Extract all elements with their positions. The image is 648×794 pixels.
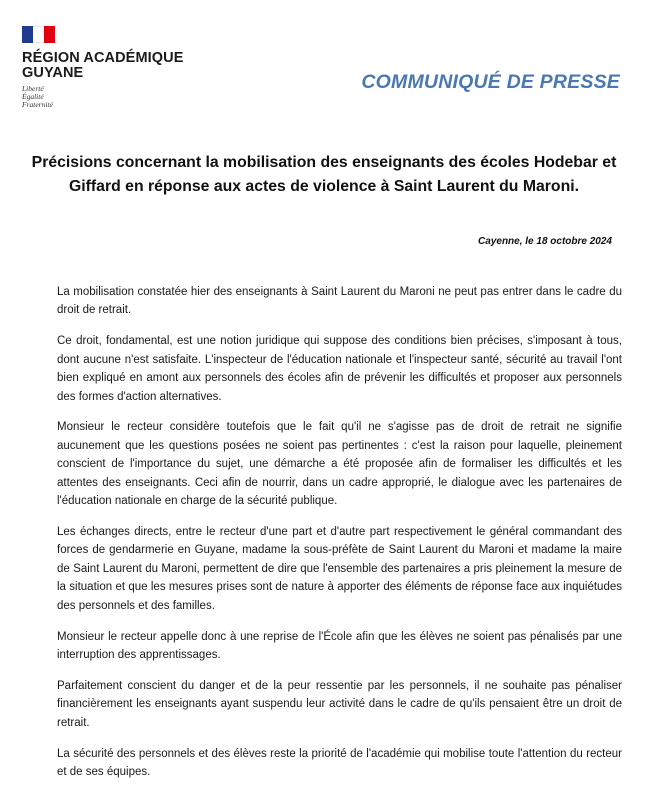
- motto-liberte: Liberté: [22, 84, 44, 93]
- flag-red-stripe: [44, 26, 55, 43]
- headline: Précisions concernant la mobilisation des enseignants des écoles Hodebar et Giffard en réponse aux actes de violence à Saint Laurent du Maroni.: [31, 154, 617, 195]
- org-name-line-2: GUYANE: [22, 65, 84, 81]
- paragraph: Ce droit, fondamental, est une notion juridique qui suppose des conditions bien précises, s'imposant à tous, dont aucune n'est satisfaite. L'inspecteur de l'éducation nationale et l'inspecteur santé, sécurité au travail l'ont bien expliqué en amont aux personnels des écoles afin de prévenir les difficultés et proposer aux personnels des formes d'action alternatives.: [57, 335, 622, 403]
- flag-white-stripe: [33, 26, 44, 43]
- paragraph: Les échanges directs, entre le recteur d'une part et d'autre part respectivement le général commandant des forces de gendarmerie en Guyane, madame la sous-préfète de Saint Laurent du Maroni et madame la maire de Saint Laurent du Maroni, permettent de dire que l'ensemble des partenaires a pris pleinement la mesure de la situation et que les mesures prises sont de nature à apporter des éléments de réponse face aux inquiétudes des personnels et des familles.: [57, 525, 622, 612]
- paragraph: Monsieur le recteur considère toutefois que le fait qu'il ne s'agisse pas de droit de retrait ne signifie aucunement que les questions posées ne soient pas pertinentes : c'est la raison pour laquelle, pleinement conscient de l'importance du sujet, une démarche a été proposée afin de formaliser les difficultés et les attentes des enseignants. Ceci afin de nourrir, dans un cadre approprié, le dialogue avec les partenaires de l'éducation nationale en charge de la sécurité publique.: [57, 421, 622, 508]
- org-name-line-1: RÉGION ACADÉMIQUE: [22, 50, 184, 66]
- french-tricolour-marianne-icon: [22, 26, 55, 43]
- paragraph: La mobilisation constatée hier des enseignants à Saint Laurent du Maroni ne peut pas entrer dans le cadre du droit de retrait.: [57, 286, 622, 317]
- communique-label: COMMUNIQUÉ DE PRESSE: [361, 71, 620, 93]
- dateline: Cayenne, le 18 octobre 2024: [478, 236, 612, 247]
- flag-blue-stripe: [22, 26, 33, 43]
- logo-block: [22, 26, 222, 109]
- paragraph: La sécurité des personnels et des élèves reste la priorité de l'académie qui mobilise toute l'attention du recteur et de ses équipes.: [57, 747, 622, 778]
- motto-fraternite: Fraternité: [22, 100, 53, 109]
- motto-egalite: Égalité: [22, 92, 44, 101]
- body-text: [57, 283, 622, 794]
- paragraph: Monsieur le recteur appelle donc à une reprise de l'École afin que les élèves ne soient pas pénalisés par une interruption des apprentissages.: [57, 630, 622, 661]
- paragraph: Parfaitement conscient du danger et de la peur ressentie par les personnels, il ne souhaite pas pénaliser financièrement les enseignants ayant suspendu leur activité dans le cadre de qu'ils pensaient être un droit de retrait.: [57, 679, 622, 729]
